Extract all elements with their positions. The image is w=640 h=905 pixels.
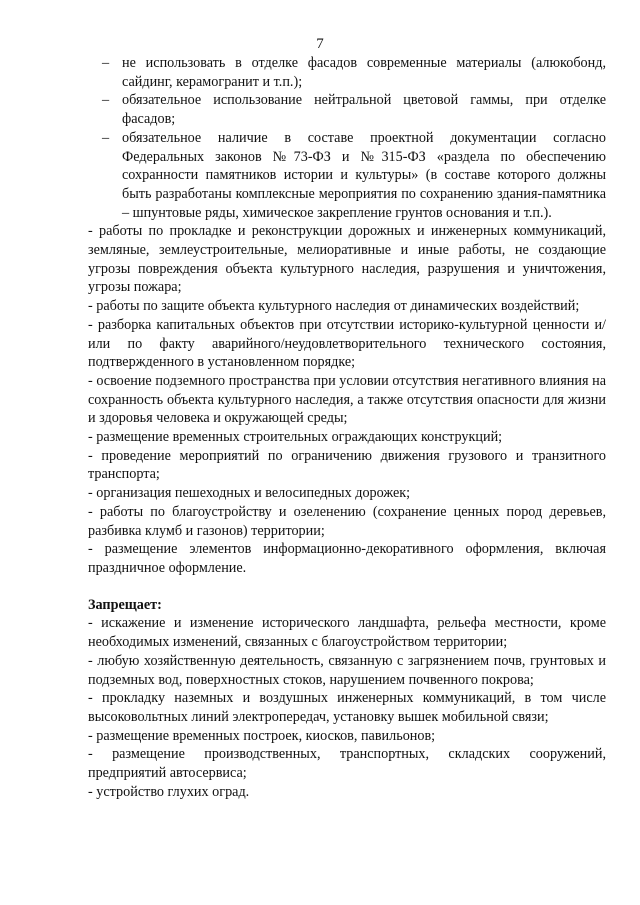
- facade-requirement-item: – не использовать в отделке фасадов современные материалы (алюкобонд, сайдинг, керамогранит и т.п.);: [102, 55, 606, 90]
- prohibited-works-list: [88, 614, 606, 801]
- prohibited-item: - искажение и изменение исторического ландшафта, рельефа местности, кроме необходимых изменений, связанных с благоустройством территории;: [88, 615, 606, 651]
- page-number: 7: [316, 36, 324, 52]
- permitted-item: - проведение мероприятий по ограничению движения грузового и транзитного транспорта;: [88, 447, 606, 483]
- permitted-item: - работы по прокладке и реконструкции дорожных и инженерных коммуникаций, земляные, землеустроительные, мелиоративные и иные работы, не создающие угрозы повреждения объекта культурного наследия, разрушения и уничтожения, угрозы пожара;: [88, 223, 606, 296]
- prohibits-heading: Запрещает:: [88, 596, 162, 613]
- facade-requirements-list: [102, 54, 606, 222]
- prohibited-item: - устройство глухих оград.: [88, 783, 250, 800]
- prohibited-item: - размещение производственных, транспортных, складских сооружений, предприятий автосервиса;: [88, 746, 606, 782]
- prohibited-item: - размещение временных построек, киосков, павильонов;: [88, 727, 436, 744]
- document-body: [88, 54, 606, 801]
- permitted-item: - разборка капитальных объектов при отсутствии историко-культурной ценности и/или по факту аварийного/неудовлетворительного технического состояния, подтвержденного в установленном порядке;: [88, 316, 606, 371]
- list-dash: –: [102, 92, 110, 109]
- prohibited-item: - прокладку наземных и воздушных инженерных коммуникаций, в том числе высоковольтных линий электропередач, установку вышек мобильной связи;: [88, 690, 606, 725]
- permitted-item: - освоение подземного пространства при условии отсутствия негативного влияния на сохранность объекта культурного наследия, а также отсутствия опасности для жизни и здоровья человека и окружающей среды;: [88, 372, 606, 427]
- permitted-item: - размещение временных строительных ограждающих конструкций;: [88, 429, 503, 446]
- permitted-item: - размещение элементов информационно-декоративного оформления, включая праздничное оформление.: [88, 541, 606, 576]
- prohibited-item: - любую хозяйственную деятельность, связанную с загрязнением почв, грунтовых и подземных вод, поверхностных стоков, нарушением почвенного покрова;: [88, 652, 606, 688]
- facade-requirement-item: – обязательное использование нейтральной цветовой гаммы, при отделке фасадов;: [102, 92, 606, 128]
- list-dash: –: [102, 129, 110, 146]
- permitted-works-list: [88, 222, 606, 577]
- list-dash: –: [102, 55, 110, 71]
- permitted-item: - работы по благоустройству и озеленению (сохранение ценных пород деревьев, разбивка клумб и газонов) территории;: [88, 503, 606, 539]
- facade-requirement-item: – обязательное наличие в составе проектной документации согласно Федеральных законов №73-ФЗ и №315-ФЗ «раздела по обеспечению сохранности памятников истории и культуры» (в составе которого должны быть разработаны комплексные мероприятия по сохранению здания-памятника – шпунтовые ряды, химическое закрепление грунтов основания и т.п.).: [102, 129, 606, 221]
- permitted-item: - организация пешеходных и велосипедных дорожек;: [88, 485, 411, 502]
- permitted-item: - работы по защите объекта культурного наследия от динамических воздействий;: [88, 298, 580, 315]
- section-spacer: [88, 578, 606, 596]
